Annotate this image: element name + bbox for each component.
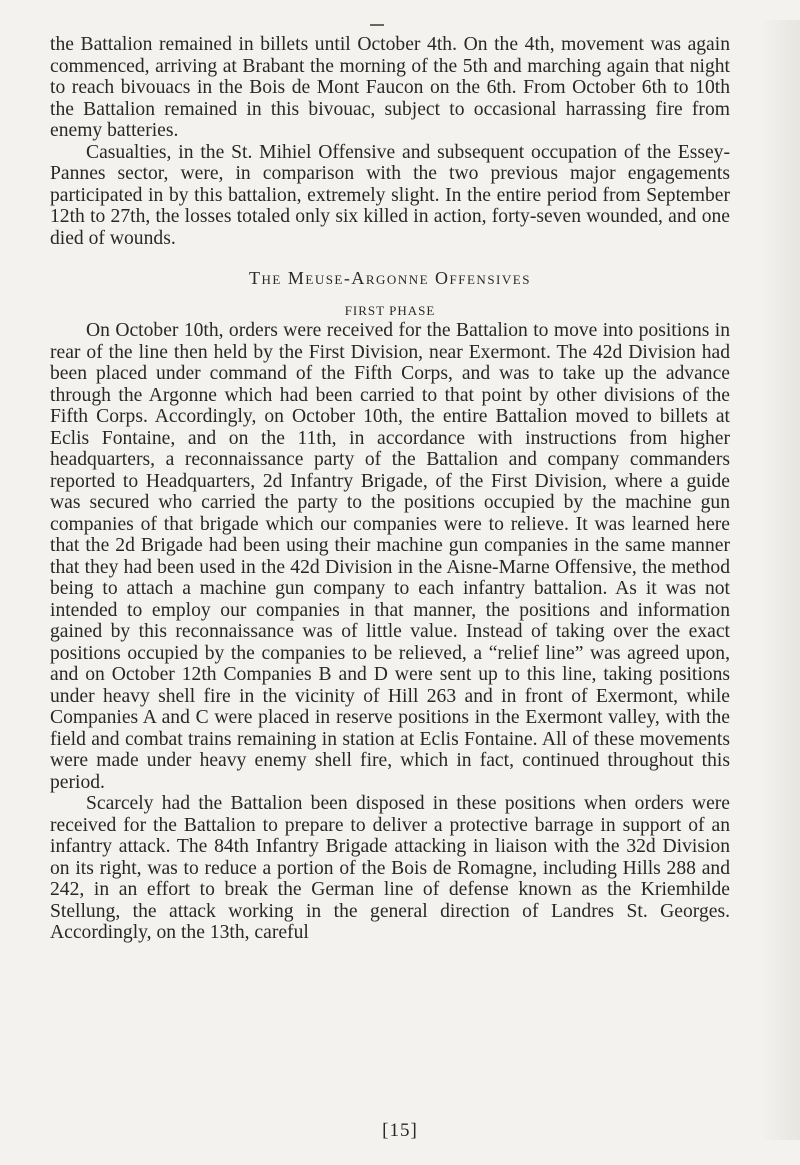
paragraph-october-orders: On October 10th, orders were received for the Battalion to move into positions in rear of the line then held by the First Division, near Exermont. The 42d Division had been placed under command of the Fifth Corps, and was to take up the advance through the Argonne which had been carried to that point by other divisions of the Fifth Corps. Accordingly, on October 10th, the entire Battalion moved to billets at Eclis Fontaine, and on the 11th, in accordance with instructions from higher headquarters, a reconnaissance party of the Battalion and company commanders reported to Headquarters, 2d Infantry Brigade, of the First Division, where a guide was secured who carried the party to the positions occupied by the machine gun companies of that brigade which our companies were to relieve. It was learned here that the 2d Brigade had been using their machine gun companies in the same manner that they had been used in the 42d Division in the Aisne-Marne Offensive, the method being to attach a machine gun company to each infantry battalion. As it was not intended to employ our companies in that manner, the positions and information gained by this reconnaissance was of little value. Instead of taking over the exact positions occupied by the companies to be relieved, a “relief line” was agreed upon, and on October 12th Companies B and D were sent up to this line, taking positions under heavy shell fire in the vicinity of Hill 263 and in front of Exermont, while Companies A and C were placed in reserve positions in the Exermont valley, with the field and combat trains remaining in station at Eclis Fontaine. All of these movements were made under heavy enemy shell fire, which in fact, continued throughout this period. [50,320,730,793]
paragraph-barrage: Scarcely had the Battalion been disposed in these positions when orders were received for the Battalion to prepare to deliver a protective barrage in support of an infantry attack. The 84th Infantry Brigade attacking in liaison with the 32d Division on its right, was to reduce a portion of the Bois de Romagne, including Hills 288 and 242, in an effort to break the German line of defense known as the Kriemhilde Stellung, the attack working in the general direction of Landres St. Georges. Accordingly, on the 13th, careful [50,793,730,943]
page-number: [15] [382,1120,418,1141]
scan-mark [370,24,384,26]
paragraph-billets: the Battalion remained in billets until October 4th. On the 4th, movement was again commenced, arriving at Brabant the morning of the 5th and marching again that night to reach bivouacs in the Bois de Mont Faucon on the 6th. From October 6th to 10th the Battalion remained in this bivouac, subject to occasional harrassing fire from enemy batteries. [50,34,730,141]
paragraph-casualties: Casualties, in the St. Mihiel Offensive and subsequent occupation of the Essey-Pannes sector, were, in comparison with the two previous major engagements participated in by this battalion, extremely slight. In the entire period from September 12th to 27th, the losses totaled only six killed in action, forty-seven wounded, and one died of wounds. [50,141,730,249]
section-title: The Meuse-Argonne Offensives [249,268,531,288]
book-page [50,34,730,944]
subsection-title: FIRST PHASE [344,303,436,318]
page-edge-shadow [760,20,800,1140]
